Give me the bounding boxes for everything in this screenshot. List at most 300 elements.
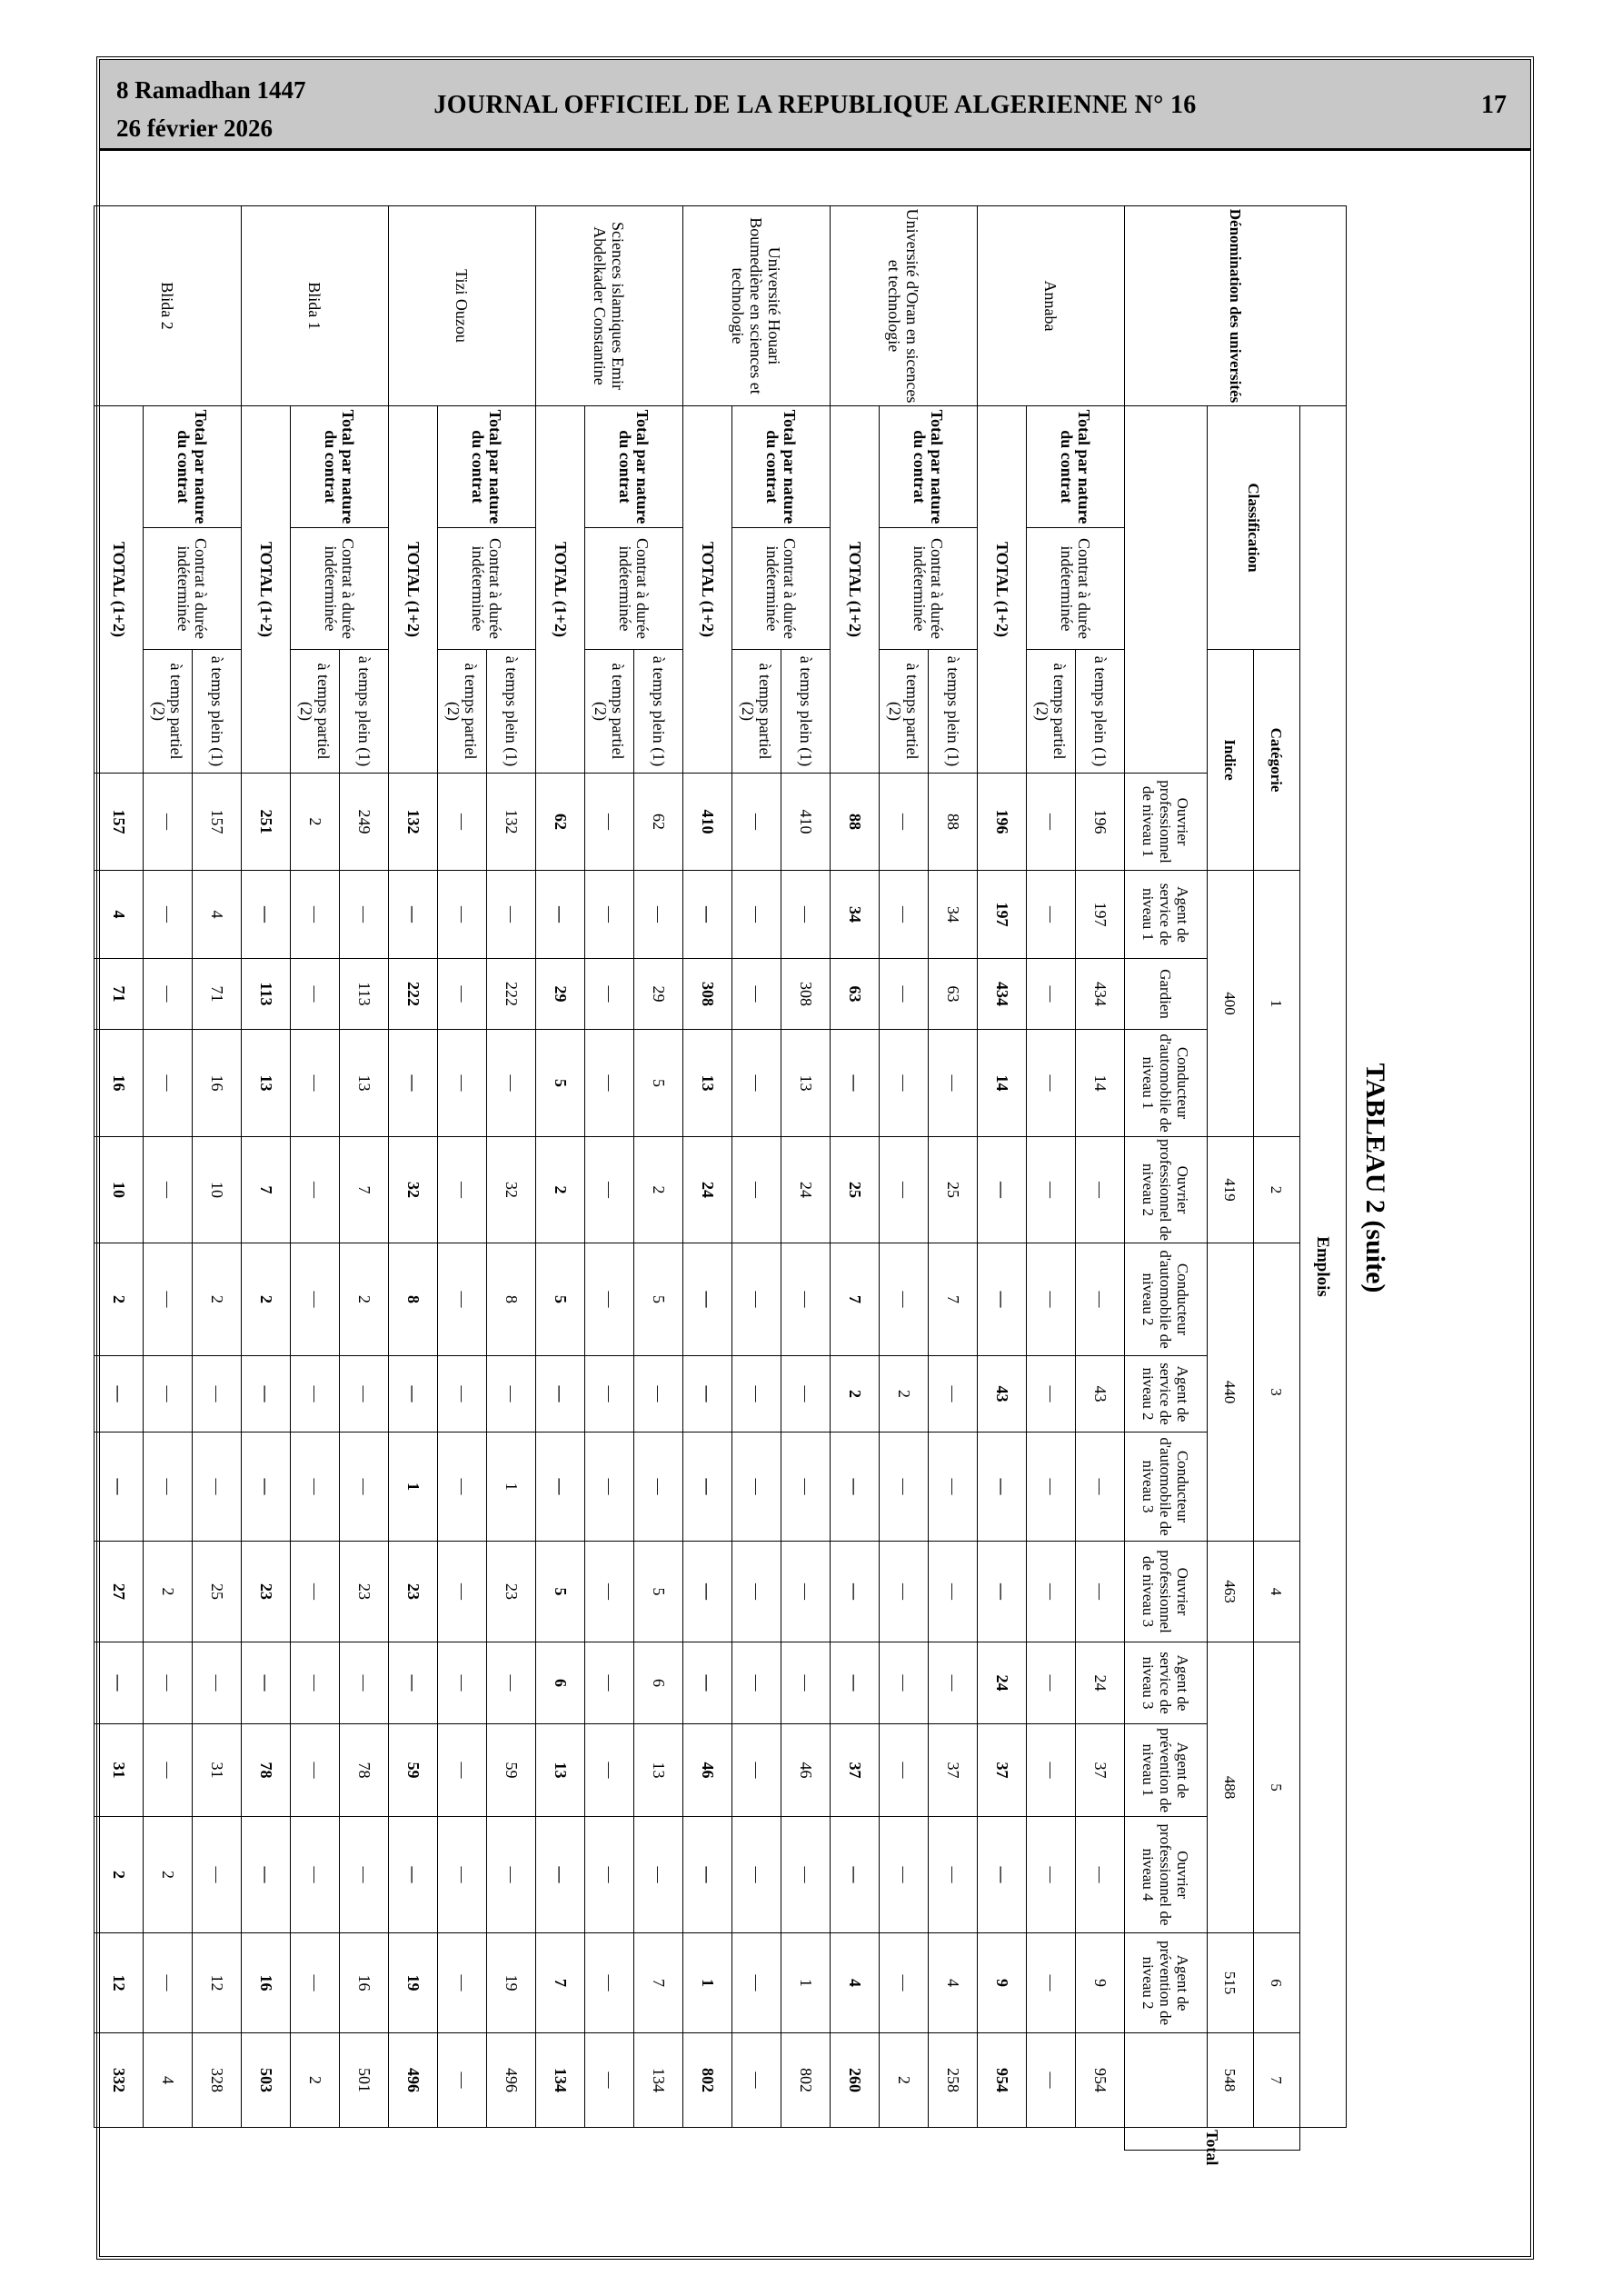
value-cell: 1 bbox=[487, 1433, 536, 1542]
contrat-label: Contrat à durée indéterminée bbox=[1027, 528, 1125, 650]
value-cell: 2 bbox=[291, 2033, 340, 2128]
total-value-cell: 251 bbox=[242, 774, 291, 871]
employment-table bbox=[94, 205, 1347, 2166]
value-cell: — bbox=[438, 1817, 487, 1933]
value-cell: — bbox=[634, 1433, 683, 1542]
university-name: Université d'Oran en sicences et technologie bbox=[831, 206, 978, 406]
header-row-categorie bbox=[1254, 206, 1300, 2151]
value-cell: 4 bbox=[193, 871, 242, 959]
total-nature-label: Total par nature du contrat bbox=[291, 406, 389, 528]
university-name: Sciences islamiques Emir Abdelkader Constantine bbox=[536, 206, 683, 406]
total-value-cell: 10 bbox=[95, 1137, 144, 1243]
value-cell: — bbox=[487, 1642, 536, 1724]
rotated-table-area bbox=[110, 205, 1403, 2166]
total-value-cell: — bbox=[978, 1542, 1027, 1642]
temps-plein-label: à temps plein (1) bbox=[781, 650, 831, 774]
total-value-cell: — bbox=[536, 1817, 585, 1933]
total-value-cell: 196 bbox=[978, 774, 1027, 871]
value-cell: — bbox=[781, 1817, 831, 1933]
grade-header: Gardien bbox=[1125, 959, 1208, 1030]
value-cell: — bbox=[585, 1243, 634, 1356]
total-value-cell: 2 bbox=[242, 1243, 291, 1356]
contrat-label: Contrat à durée indéterminée bbox=[291, 528, 389, 650]
value-cell: — bbox=[585, 774, 634, 871]
total-value-cell: 59 bbox=[389, 1724, 438, 1817]
indice-cell: 400 bbox=[1208, 871, 1254, 1137]
header-row-emplois bbox=[1300, 206, 1347, 2151]
value-cell: — bbox=[193, 1817, 242, 1933]
value-cell: — bbox=[1027, 1243, 1076, 1356]
total-value-cell: 222 bbox=[389, 959, 438, 1030]
value-cell: — bbox=[144, 1933, 193, 2033]
category-cell: 4 bbox=[1254, 1542, 1300, 1642]
total-value-cell: 23 bbox=[242, 1542, 291, 1642]
value-cell: 16 bbox=[193, 1030, 242, 1137]
value-cell: — bbox=[438, 1030, 487, 1137]
table-row-total bbox=[536, 206, 585, 2151]
value-cell: 7 bbox=[929, 1243, 978, 1356]
value-cell: — bbox=[732, 1356, 781, 1433]
value-cell: — bbox=[1027, 774, 1076, 871]
value-cell: — bbox=[438, 774, 487, 871]
grade-header: Ouvrier professionnel de niveau 4 bbox=[1125, 1817, 1208, 1933]
value-cell: 132 bbox=[487, 774, 536, 871]
value-cell: — bbox=[880, 1724, 929, 1817]
value-cell: 157 bbox=[193, 774, 242, 871]
value-cell: — bbox=[929, 1356, 978, 1433]
indice-cell: 515 bbox=[1208, 1933, 1254, 2033]
value-cell: — bbox=[880, 1933, 929, 2033]
value-cell: — bbox=[144, 1724, 193, 1817]
value-cell: — bbox=[1027, 1542, 1076, 1642]
table-row bbox=[487, 206, 536, 2151]
value-cell: — bbox=[438, 1356, 487, 1433]
value-cell: — bbox=[1027, 871, 1076, 959]
temps-partiel-label: à temps partiel (2) bbox=[880, 650, 929, 774]
total-value-cell: — bbox=[389, 1356, 438, 1433]
value-cell: 13 bbox=[781, 1030, 831, 1137]
value-cell: 14 bbox=[1076, 1030, 1125, 1137]
value-cell: 5 bbox=[634, 1030, 683, 1137]
value-cell: — bbox=[144, 1642, 193, 1724]
total-value-cell: 6 bbox=[536, 1642, 585, 1724]
value-cell: — bbox=[144, 871, 193, 959]
grade-header: Ouvrier professionnel de niveau 1 bbox=[1125, 774, 1208, 871]
total-12-label: TOTAL (1+2) bbox=[389, 406, 438, 774]
total-value-cell: 78 bbox=[242, 1724, 291, 1817]
value-cell: — bbox=[438, 959, 487, 1030]
total-nature-label: Total par nature du contrat bbox=[144, 406, 242, 528]
indice-cell: 440 bbox=[1208, 1243, 1254, 1542]
temps-plein-label: à temps plein (1) bbox=[487, 650, 536, 774]
value-cell: — bbox=[929, 1642, 978, 1724]
value-cell: 954 bbox=[1076, 2033, 1125, 2128]
total-12-label: TOTAL (1+2) bbox=[683, 406, 732, 774]
header-row-grades bbox=[1125, 206, 1208, 2151]
value-cell: — bbox=[880, 1817, 929, 1933]
total-value-cell: 113 bbox=[242, 959, 291, 1030]
total-value-cell: 43 bbox=[978, 1356, 1027, 1433]
contrat-label: Contrat à durée indéterminée bbox=[732, 528, 831, 650]
total-value-cell: — bbox=[831, 1542, 880, 1642]
value-cell: 37 bbox=[1076, 1724, 1125, 1817]
value-cell: 2 bbox=[880, 1356, 929, 1433]
total-value-cell: 4 bbox=[95, 871, 144, 959]
total-header: Total bbox=[1125, 2128, 1300, 2151]
value-cell: — bbox=[732, 1933, 781, 2033]
total-value-cell: 31 bbox=[95, 1724, 144, 1817]
value-cell: 63 bbox=[929, 959, 978, 1030]
total-value-cell: 46 bbox=[683, 1724, 732, 1817]
total-value-cell: 71 bbox=[95, 959, 144, 1030]
value-cell: 328 bbox=[193, 2033, 242, 2128]
total-value-cell: 260 bbox=[831, 2033, 880, 2128]
value-cell: — bbox=[732, 2033, 781, 2128]
value-cell: — bbox=[144, 1137, 193, 1243]
value-cell: — bbox=[291, 1137, 340, 1243]
value-cell: — bbox=[438, 871, 487, 959]
value-cell: — bbox=[634, 871, 683, 959]
value-cell: 5 bbox=[634, 1243, 683, 1356]
value-cell: 222 bbox=[487, 959, 536, 1030]
value-cell: — bbox=[585, 1030, 634, 1137]
contrat-label: Contrat à durée indéterminée bbox=[438, 528, 536, 650]
table-row-total bbox=[683, 206, 732, 2151]
value-cell: — bbox=[438, 1542, 487, 1642]
total-value-cell: — bbox=[683, 1433, 732, 1542]
temps-plein-label: à temps plein (1) bbox=[1076, 650, 1125, 774]
total-12-label: TOTAL (1+2) bbox=[242, 406, 291, 774]
value-cell: — bbox=[585, 1542, 634, 1642]
value-cell: — bbox=[438, 1243, 487, 1356]
value-cell: — bbox=[1027, 1433, 1076, 1542]
value-cell: 25 bbox=[929, 1137, 978, 1243]
total-value-cell: — bbox=[683, 1356, 732, 1433]
total-value-cell: 157 bbox=[95, 774, 144, 871]
value-cell: — bbox=[880, 871, 929, 959]
total-value-cell: 197 bbox=[978, 871, 1027, 959]
table-row bbox=[1076, 206, 1125, 2151]
value-cell: — bbox=[144, 1243, 193, 1356]
value-cell: — bbox=[438, 1137, 487, 1243]
grade-header-blank bbox=[1125, 406, 1208, 774]
value-cell: — bbox=[193, 1642, 242, 1724]
rotated-content bbox=[110, 205, 1403, 2166]
grade-header: Ouvrier professionnel de niveau 3 bbox=[1125, 1542, 1208, 1642]
value-cell: 71 bbox=[193, 959, 242, 1030]
value-cell: 4 bbox=[929, 1933, 978, 2033]
value-cell: — bbox=[291, 1542, 340, 1642]
value-cell: 12 bbox=[193, 1933, 242, 2033]
total-value-cell: 32 bbox=[389, 1137, 438, 1243]
indice-cell: 463 bbox=[1208, 1542, 1254, 1642]
total-value-cell: 134 bbox=[536, 2033, 585, 2128]
total-value-cell: — bbox=[242, 1356, 291, 1433]
total-value-cell: 29 bbox=[536, 959, 585, 1030]
total-12-label: TOTAL (1+2) bbox=[831, 406, 880, 774]
value-cell: — bbox=[880, 1433, 929, 1542]
value-cell: 308 bbox=[781, 959, 831, 1030]
value-cell: — bbox=[929, 1433, 978, 1542]
value-cell: — bbox=[732, 871, 781, 959]
value-cell: 2 bbox=[340, 1243, 389, 1356]
grade-header: Conducteur d'automobile de niveau 3 bbox=[1125, 1433, 1208, 1542]
value-cell: — bbox=[880, 959, 929, 1030]
temps-partiel-label: à temps partiel (2) bbox=[144, 650, 193, 774]
value-cell: — bbox=[1027, 1137, 1076, 1243]
total-value-cell: 5 bbox=[536, 1542, 585, 1642]
grade-header: Agent de service de niveau 1 bbox=[1125, 871, 1208, 959]
value-cell: — bbox=[291, 1030, 340, 1137]
value-cell: 434 bbox=[1076, 959, 1125, 1030]
total-value-cell: 5 bbox=[536, 1243, 585, 1356]
total-value-cell: 88 bbox=[831, 774, 880, 871]
value-cell: — bbox=[340, 1356, 389, 1433]
value-cell: 34 bbox=[929, 871, 978, 959]
value-cell: — bbox=[1027, 1030, 1076, 1137]
value-cell: — bbox=[880, 1030, 929, 1137]
total-nature-label: Total par nature du contrat bbox=[585, 406, 683, 528]
value-cell: — bbox=[291, 1243, 340, 1356]
total-value-cell: 332 bbox=[95, 2033, 144, 2128]
total-value-cell: — bbox=[978, 1433, 1027, 1542]
emplois-header: Emplois bbox=[1300, 406, 1347, 2128]
indice-cell: 548 bbox=[1208, 2033, 1254, 2128]
total-value-cell: 16 bbox=[95, 1030, 144, 1137]
table-row-total bbox=[95, 206, 144, 2151]
journal-title: JOURNAL OFFICIEL DE LA REPUBLIQUE ALGERIENNE N° 16 bbox=[433, 91, 1197, 119]
total-value-cell: 496 bbox=[389, 2033, 438, 2128]
total-value-cell: 25 bbox=[831, 1137, 880, 1243]
denomination-header: Dénomination des universités bbox=[1125, 206, 1347, 406]
total-value-cell: 23 bbox=[389, 1542, 438, 1642]
total-value-cell: — bbox=[978, 1243, 1027, 1356]
contrat-label: Contrat à durée indéterminée bbox=[585, 528, 683, 650]
value-cell: — bbox=[880, 1243, 929, 1356]
total-value-cell: — bbox=[683, 1642, 732, 1724]
category-cell: 5 bbox=[1254, 1642, 1300, 1933]
total-12-label: TOTAL (1+2) bbox=[95, 406, 144, 774]
total-12-label: TOTAL (1+2) bbox=[536, 406, 585, 774]
value-cell: — bbox=[585, 871, 634, 959]
category-cell: 7 bbox=[1254, 2033, 1300, 2128]
value-cell: — bbox=[732, 1724, 781, 1817]
temps-partiel-label: à temps partiel (2) bbox=[438, 650, 487, 774]
total-value-cell: 5 bbox=[536, 1030, 585, 1137]
table-row bbox=[634, 206, 683, 2151]
total-value-cell: — bbox=[683, 1542, 732, 1642]
value-cell: — bbox=[781, 1642, 831, 1724]
total-value-cell: — bbox=[831, 1642, 880, 1724]
table-row-total bbox=[389, 206, 438, 2151]
value-cell: — bbox=[340, 871, 389, 959]
table-row bbox=[781, 206, 831, 2151]
total-value-cell: 63 bbox=[831, 959, 880, 1030]
grade-header: Agent de prévention de niveau 1 bbox=[1125, 1724, 1208, 1817]
total-value-cell: 27 bbox=[95, 1542, 144, 1642]
value-cell: 7 bbox=[340, 1137, 389, 1243]
total-value-cell: — bbox=[95, 1433, 144, 1542]
category-cell: 6 bbox=[1254, 1933, 1300, 2033]
university-name: Tizi Ouzou bbox=[389, 206, 536, 406]
value-cell: — bbox=[291, 871, 340, 959]
total-value-cell: 954 bbox=[978, 2033, 1027, 2128]
total-value-cell: 62 bbox=[536, 774, 585, 871]
value-cell: 113 bbox=[340, 959, 389, 1030]
temps-partiel-label: à temps partiel (2) bbox=[732, 650, 781, 774]
temps-plein-label: à temps plein (1) bbox=[634, 650, 683, 774]
value-cell: — bbox=[438, 1642, 487, 1724]
value-cell: 88 bbox=[929, 774, 978, 871]
value-cell: — bbox=[1027, 1356, 1076, 1433]
value-cell: 10 bbox=[193, 1137, 242, 1243]
total-value-cell: — bbox=[683, 1817, 732, 1933]
journal-header bbox=[100, 60, 1530, 151]
value-cell: — bbox=[1076, 1137, 1125, 1243]
total-nature-label: Total par nature du contrat bbox=[438, 406, 536, 528]
total-value-cell: 14 bbox=[978, 1030, 1027, 1137]
value-cell: — bbox=[144, 1433, 193, 1542]
value-cell: — bbox=[340, 1642, 389, 1724]
value-cell: — bbox=[585, 2033, 634, 2128]
total-value-cell: 24 bbox=[683, 1137, 732, 1243]
value-cell: — bbox=[880, 1137, 929, 1243]
category-cell: 1 bbox=[1254, 871, 1300, 1137]
university-name: Annaba bbox=[978, 206, 1125, 406]
total-value-cell: — bbox=[831, 1433, 880, 1542]
university-name: Blida 2 bbox=[95, 206, 242, 406]
table-row-total bbox=[831, 206, 880, 2151]
value-cell: — bbox=[781, 871, 831, 959]
value-cell: — bbox=[487, 1356, 536, 1433]
value-cell: — bbox=[585, 1933, 634, 2033]
value-cell: 197 bbox=[1076, 871, 1125, 959]
value-cell: 196 bbox=[1076, 774, 1125, 871]
value-cell: — bbox=[193, 1356, 242, 1433]
total-value-cell: — bbox=[389, 1817, 438, 1933]
value-cell: 134 bbox=[634, 2033, 683, 2128]
value-cell: — bbox=[634, 1817, 683, 1933]
temps-plein-label: à temps plein (1) bbox=[929, 650, 978, 774]
value-cell: — bbox=[585, 1137, 634, 1243]
page-number: 17 bbox=[1481, 91, 1507, 119]
value-cell: — bbox=[438, 2033, 487, 2128]
value-cell: — bbox=[487, 1030, 536, 1137]
value-cell: — bbox=[929, 1030, 978, 1137]
total-value-cell: — bbox=[683, 1243, 732, 1356]
value-cell: — bbox=[1027, 2033, 1076, 2128]
total-nature-label: Total par nature du contrat bbox=[732, 406, 831, 528]
grade-header: Conducteur d'automobile de niveau 1 bbox=[1125, 1030, 1208, 1137]
total-value-cell: — bbox=[389, 1030, 438, 1137]
indice-cell: 488 bbox=[1208, 1642, 1254, 1933]
value-cell: — bbox=[1027, 959, 1076, 1030]
category-cell: 3 bbox=[1254, 1243, 1300, 1542]
total-value-cell: — bbox=[536, 871, 585, 959]
total-value-cell: 37 bbox=[831, 1724, 880, 1817]
value-cell: 6 bbox=[634, 1642, 683, 1724]
value-cell: — bbox=[781, 1542, 831, 1642]
total-nature-label: Total par nature du contrat bbox=[880, 406, 978, 528]
value-cell: 2 bbox=[880, 2033, 929, 2128]
category-cell: 2 bbox=[1254, 1137, 1300, 1243]
total-value-cell: 34 bbox=[831, 871, 880, 959]
value-cell: — bbox=[929, 1542, 978, 1642]
total-value-cell: — bbox=[978, 1137, 1027, 1243]
value-cell: — bbox=[144, 959, 193, 1030]
total-value-cell: 16 bbox=[242, 1933, 291, 2033]
grade-header: Agent de prévention de niveau 2 bbox=[1125, 1933, 1208, 2033]
value-cell: — bbox=[1027, 1817, 1076, 1933]
value-cell: 9 bbox=[1076, 1933, 1125, 2033]
value-cell: — bbox=[1076, 1243, 1125, 1356]
value-cell: — bbox=[880, 774, 929, 871]
value-cell: — bbox=[291, 1724, 340, 1817]
categorie-header: Catégorie bbox=[1254, 650, 1300, 871]
value-cell: 24 bbox=[781, 1137, 831, 1243]
value-cell: — bbox=[1076, 1433, 1125, 1542]
value-cell: 13 bbox=[340, 1030, 389, 1137]
temps-partiel-label: à temps partiel (2) bbox=[585, 650, 634, 774]
total-value-cell: — bbox=[242, 1817, 291, 1933]
total-value-cell: 24 bbox=[978, 1642, 1027, 1724]
value-cell: 19 bbox=[487, 1933, 536, 2033]
value-cell: — bbox=[1076, 1542, 1125, 1642]
table-title: TABLEAU 2 (suite) bbox=[1360, 1063, 1390, 1293]
value-cell: — bbox=[781, 1243, 831, 1356]
value-cell: — bbox=[732, 959, 781, 1030]
temps-plein-label: à temps plein (1) bbox=[340, 650, 389, 774]
value-cell: — bbox=[291, 959, 340, 1030]
value-cell: — bbox=[291, 1817, 340, 1933]
total-value-cell: 1 bbox=[389, 1433, 438, 1542]
value-cell: — bbox=[144, 1356, 193, 1433]
value-cell: — bbox=[732, 1030, 781, 1137]
value-cell: 249 bbox=[340, 774, 389, 871]
value-cell: — bbox=[781, 1356, 831, 1433]
table-row-total bbox=[242, 206, 291, 2151]
total-value-cell: 802 bbox=[683, 2033, 732, 2128]
temps-plein-label: à temps plein (1) bbox=[193, 650, 242, 774]
total-value-cell: 13 bbox=[683, 1030, 732, 1137]
contrat-label: Contrat à durée indéterminée bbox=[144, 528, 242, 650]
value-cell: — bbox=[880, 1642, 929, 1724]
value-cell: — bbox=[291, 1356, 340, 1433]
value-cell: 4 bbox=[144, 2033, 193, 2128]
table-row bbox=[340, 206, 389, 2151]
value-cell: — bbox=[585, 1356, 634, 1433]
total-value-cell: 2 bbox=[95, 1817, 144, 1933]
total-value-cell: — bbox=[95, 1642, 144, 1724]
value-cell: 31 bbox=[193, 1724, 242, 1817]
temps-partiel-label: à temps partiel (2) bbox=[1027, 650, 1076, 774]
value-cell: — bbox=[732, 1243, 781, 1356]
value-cell: 1 bbox=[781, 1933, 831, 2033]
total-12-label: TOTAL (1+2) bbox=[978, 406, 1027, 774]
value-cell: — bbox=[291, 1433, 340, 1542]
total-value-cell: 7 bbox=[831, 1243, 880, 1356]
value-cell: 78 bbox=[340, 1724, 389, 1817]
value-cell: — bbox=[193, 1433, 242, 1542]
total-value-cell: 12 bbox=[95, 1933, 144, 2033]
value-cell: — bbox=[438, 1433, 487, 1542]
value-cell: 7 bbox=[634, 1933, 683, 2033]
value-cell: — bbox=[291, 1642, 340, 1724]
table-row bbox=[193, 206, 242, 2151]
value-cell: — bbox=[929, 1817, 978, 1933]
total-value-cell: 13 bbox=[242, 1030, 291, 1137]
value-cell: — bbox=[880, 1542, 929, 1642]
